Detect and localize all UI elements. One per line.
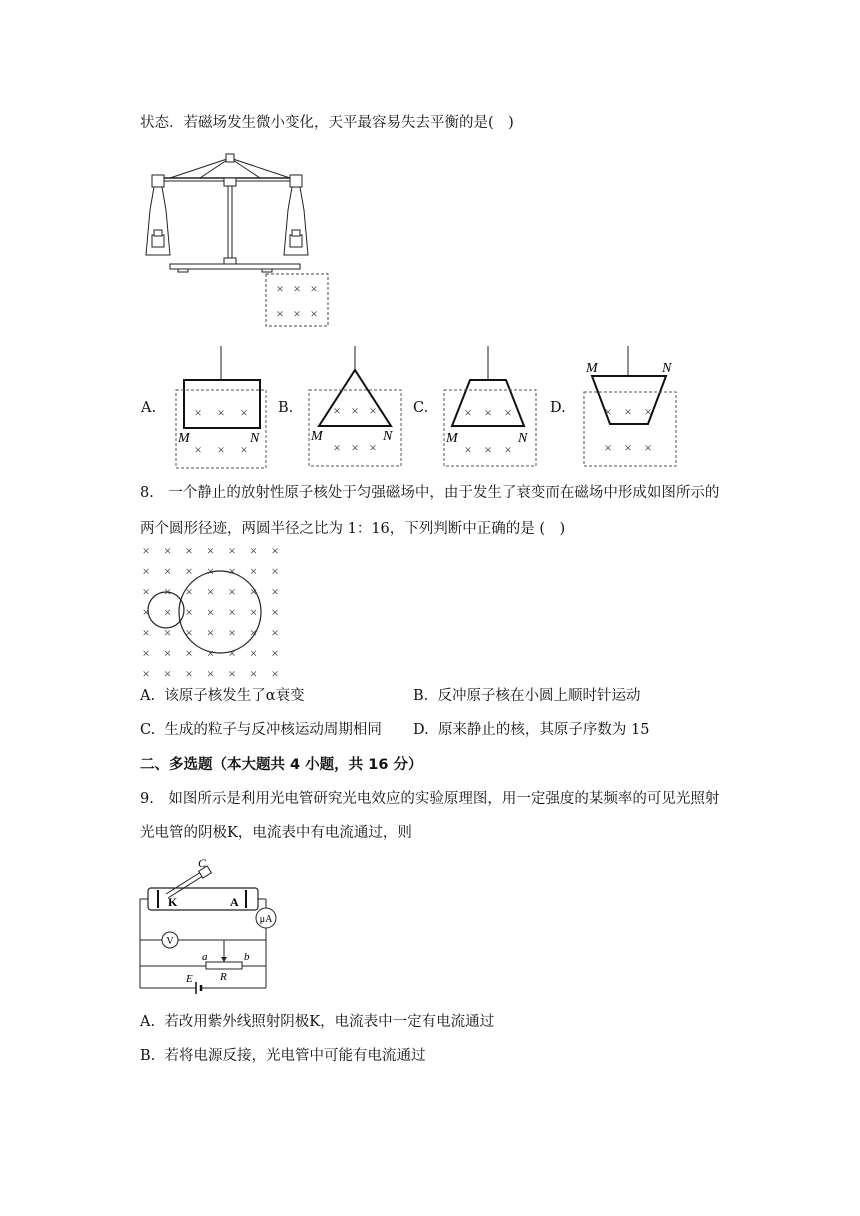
field-mark: ×: [163, 584, 172, 599]
svg-text:×: ×: [194, 405, 202, 420]
q9-choice-b[interactable]: [140, 1046, 425, 1066]
field-mark: ×: [163, 604, 172, 620]
field-mark: ×: [249, 604, 258, 620]
svg-text:×: ×: [464, 405, 472, 420]
svg-text:×: ×: [504, 442, 512, 457]
svg-text:×: ×: [484, 405, 492, 420]
field-mark: ×: [206, 584, 215, 599]
field-mark: ×: [206, 543, 215, 558]
q7-option-d-figure: [580, 346, 680, 470]
svg-text:N: N: [250, 431, 260, 446]
svg-text:R: R: [220, 971, 227, 983]
field-mark: ×: [249, 563, 258, 579]
field-mark: ×: [271, 584, 279, 599]
q8-choice-b-text: 反冲原子核在小圆上顺时针运动: [437, 688, 641, 704]
field-mark: ×: [142, 625, 150, 640]
field-mark: ×: [249, 584, 258, 599]
q7-option-c-figure: [440, 346, 540, 470]
svg-text:×: ×: [604, 440, 612, 455]
svg-text:×: ×: [240, 442, 248, 457]
field-mark: ×: [142, 666, 150, 681]
q8-magnetic-field-figure: [138, 540, 284, 684]
q8-choice-a-letter: A.: [140, 688, 156, 704]
field-mark: ×: [185, 666, 193, 681]
q7-option-a-letter: A.: [141, 400, 157, 416]
q8-choice-c-text: 生成的粒子与反冲核运动周期相同: [164, 722, 382, 738]
svg-text:×: ×: [333, 440, 341, 455]
svg-text:×: ×: [293, 281, 301, 296]
q7-option-a-figure: [170, 346, 270, 470]
q8-choice-d-text: 原来静止的核，其原子序数为 15: [437, 722, 650, 738]
svg-text:×: ×: [293, 306, 301, 321]
svg-text:K: K: [168, 895, 178, 909]
field-mark: ×: [249, 625, 258, 640]
svg-text:b: b: [244, 951, 250, 963]
svg-text:×: ×: [217, 405, 225, 420]
photoelectric-circuit-figure: [138, 856, 288, 1001]
svg-text:M: M: [586, 361, 598, 376]
q9-choice-a[interactable]: [140, 1012, 494, 1032]
svg-text:M: M: [178, 431, 190, 446]
q7-question-text: 状态．若磁场发生微小变化，天平最容易失去平衡的是( ): [140, 115, 514, 131]
svg-text:μA: μA: [259, 914, 273, 925]
field-mark: ×: [185, 645, 193, 661]
field-mark: ×: [142, 604, 150, 620]
q8-choice-b[interactable]: [413, 686, 640, 706]
svg-text:A: A: [230, 895, 239, 909]
svg-text:E: E: [186, 973, 193, 985]
svg-text:×: ×: [194, 442, 202, 457]
svg-text:×: ×: [333, 403, 341, 418]
svg-text:V: V: [166, 936, 174, 947]
field-mark: ×: [206, 563, 215, 579]
svg-text:×: ×: [644, 404, 652, 419]
field-mark: ×: [228, 604, 236, 620]
svg-text:×: ×: [369, 403, 377, 418]
svg-text:×: ×: [369, 440, 377, 455]
q8-choice-a[interactable]: [140, 686, 305, 706]
svg-text:×: ×: [464, 442, 472, 457]
svg-text:N: N: [383, 429, 393, 444]
q8-question-line2: 两个圆形径迹，两圆半径之比为 1：16，下列判断中正确的是 ( ): [140, 521, 566, 537]
q8-choice-c[interactable]: [140, 720, 382, 740]
svg-text:×: ×: [604, 404, 612, 419]
q8-choice-b-letter: B.: [413, 688, 429, 704]
field-mark: ×: [163, 563, 172, 579]
svg-text:×: ×: [310, 281, 318, 296]
field-mark: ×: [206, 625, 215, 640]
field-mark: ×: [185, 543, 193, 558]
field-mark: ×: [185, 584, 193, 599]
balance-figure: [140, 150, 340, 330]
field-mark: ×: [271, 666, 279, 681]
field-mark: ×: [185, 625, 193, 640]
field-mark: ×: [228, 543, 236, 558]
svg-text:M: M: [446, 431, 458, 446]
section-heading: 二、多选题（本大题共 4 小题，共 16 分）: [140, 757, 423, 773]
q9-choice-a-letter: A.: [140, 1014, 156, 1030]
svg-text:×: ×: [217, 442, 225, 457]
q8-choice-a-text: 该原子核发生了α衰变: [164, 688, 305, 704]
field-mark: ×: [163, 666, 172, 681]
q9-choice-b-letter: B.: [140, 1048, 156, 1064]
svg-text:×: ×: [624, 440, 632, 455]
svg-text:C: C: [198, 856, 207, 870]
field-mark: ×: [163, 645, 172, 661]
field-mark: ×: [185, 604, 193, 620]
field-mark: ×: [206, 604, 215, 620]
svg-text:×: ×: [276, 306, 284, 321]
field-mark: ×: [228, 563, 236, 579]
field-mark: ×: [142, 645, 150, 661]
q8-choice-c-letter: C.: [140, 722, 156, 738]
field-mark: ×: [271, 645, 279, 661]
svg-text:×: ×: [484, 442, 492, 457]
q7-option-d-letter: D.: [550, 400, 566, 416]
q8-question-line1: 8. 一个静止的放射性原子核处于匀强磁场中，由于发生了衰变而在磁场中形成如图所示的: [140, 485, 720, 501]
svg-text:×: ×: [276, 281, 284, 296]
q8-choice-d-letter: D.: [413, 722, 429, 738]
field-mark: ×: [228, 645, 236, 661]
svg-text:×: ×: [240, 405, 248, 420]
field-mark: ×: [271, 543, 279, 558]
q7-option-b-letter: B.: [278, 400, 294, 416]
q9-choice-b-text: 若将电源反接，光电管中可能有电流通过: [164, 1048, 426, 1064]
balance-field-marks: [276, 281, 317, 321]
field-mark: ×: [206, 666, 215, 681]
field-mark: ×: [163, 625, 172, 640]
svg-text:×: ×: [644, 440, 652, 455]
svg-text:N: N: [662, 361, 672, 376]
svg-text:×: ×: [351, 440, 359, 455]
field-mark: ×: [228, 584, 236, 599]
field-mark: ×: [185, 563, 193, 579]
field-mark: ×: [228, 666, 236, 681]
q7-option-b-figure: [305, 346, 405, 470]
svg-text:×: ×: [310, 306, 318, 321]
q8-choice-d[interactable]: [413, 720, 650, 740]
svg-text:×: ×: [624, 404, 632, 419]
field-mark: ×: [271, 604, 279, 620]
field-mark: ×: [249, 666, 258, 681]
field-mark: ×: [271, 625, 279, 640]
field-mark: ×: [228, 625, 236, 640]
q9-choice-a-text: 若改用紫外线照射阴极K，电流表中一定有电流通过: [164, 1014, 495, 1030]
svg-text:×: ×: [504, 405, 512, 420]
q9-question-line2: 光电管的阴极K，电流表中有电流通过，则: [140, 825, 412, 841]
field-mark: ×: [142, 563, 150, 579]
svg-text:M: M: [311, 429, 323, 444]
field-mark: ×: [163, 543, 172, 558]
field-mark: ×: [271, 563, 279, 579]
field-mark: ×: [249, 645, 258, 661]
q9-question-line1: 9. 如图所示是利用光电管研究光电效应的实验原理图，用一定强度的某频率的可见光照射: [140, 791, 720, 807]
svg-text:a: a: [202, 951, 208, 963]
field-mark: ×: [142, 584, 150, 599]
field-mark: ×: [249, 543, 258, 558]
q7-option-c-letter: C.: [413, 400, 429, 416]
svg-text:×: ×: [351, 403, 359, 418]
field-mark: ×: [206, 645, 215, 661]
svg-text:N: N: [518, 431, 528, 446]
field-mark: ×: [142, 543, 150, 558]
